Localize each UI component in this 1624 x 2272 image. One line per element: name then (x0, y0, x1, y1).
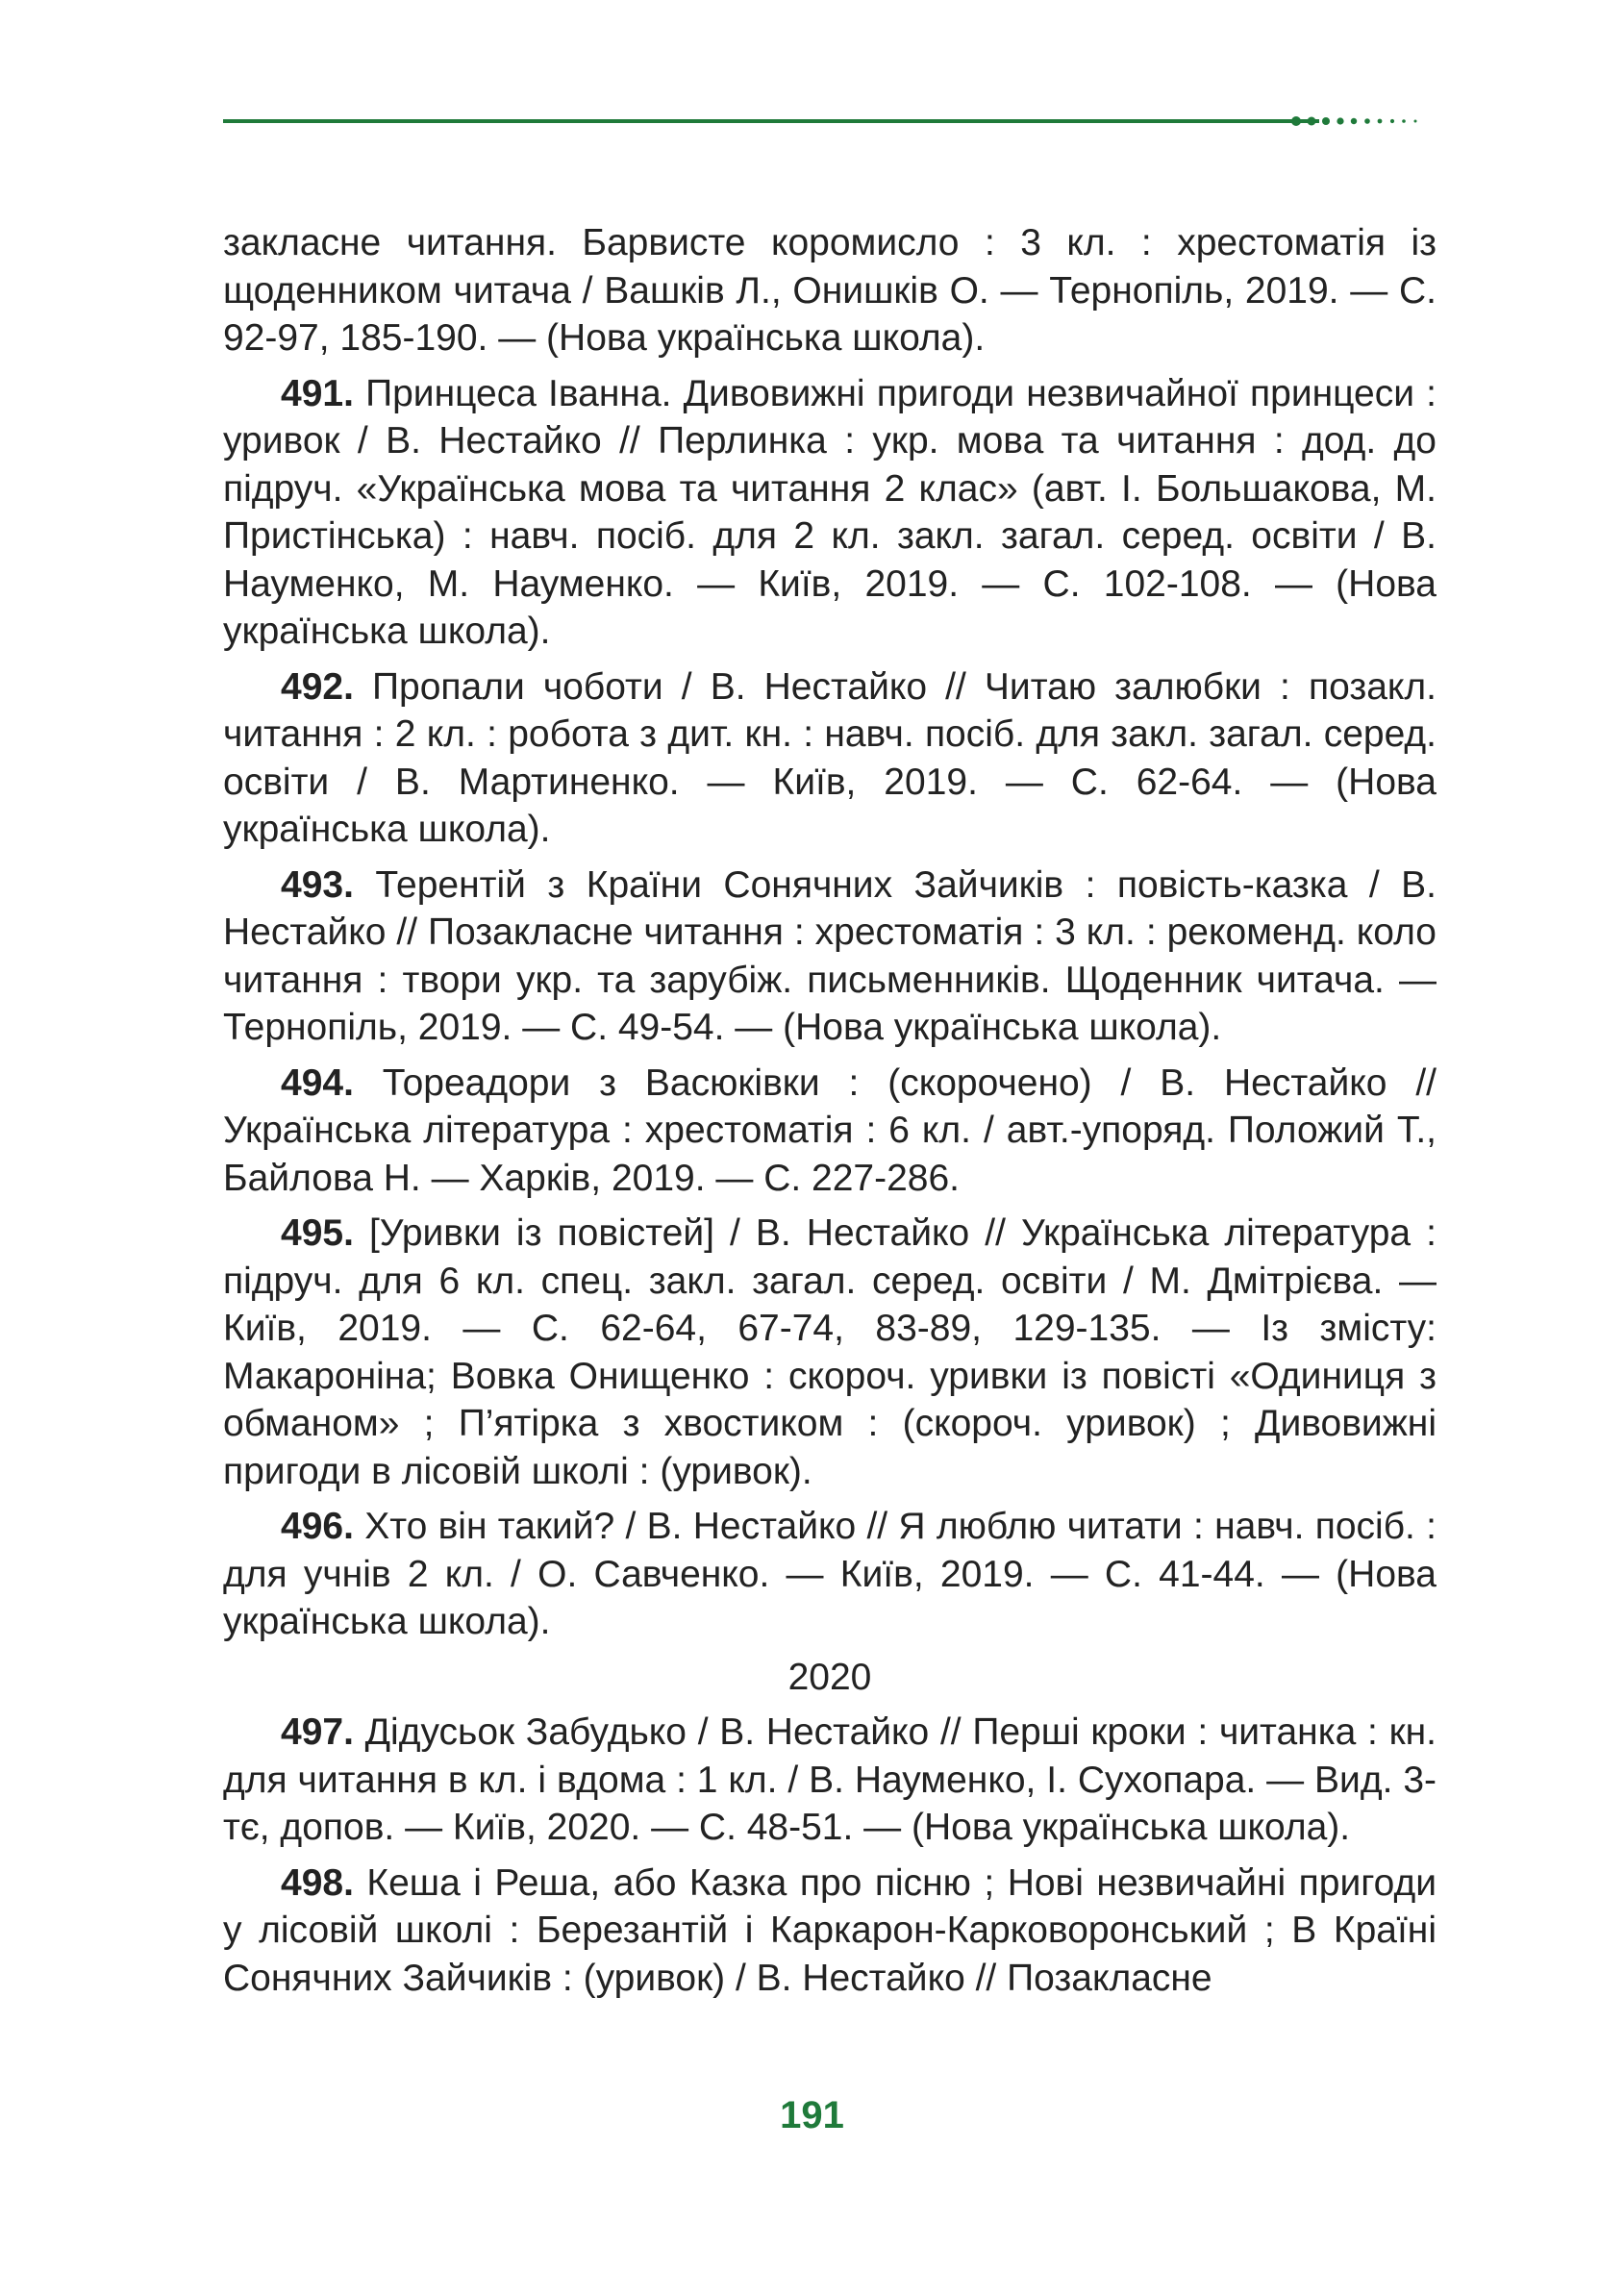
entry-text: [Уривки із повістей] / В. Нестайко // Українська література : підруч. для 6 кл. спец. закл. загал. серед. освіти / М. Дмітрієва. — Київ, 2019. — С. 62-64, 67-74, 83-89, 129-135. — Із змісту: Макароніна; Вовка Онищенко : скороч. уривки із повісті «Одиниця з обманом» ; П’ятірка з хвостиком : (скороч. уривок) ; Дивовижні пригоди в лісовій школі : (уривок). (223, 1212, 1437, 1492)
bibliography-entry (223, 1210, 1437, 1495)
bibliography-entry (223, 370, 1437, 656)
bibliography-entry (223, 1503, 1437, 1646)
entry-text: Тореадори з Васюківки : (скорочено) / В. Нестайко // Українська література : хрестоматія : 6 кл. / авт.-упоряд. Положий Т., Байлова Н. — Харків, 2019. — С. 227-286. (223, 1061, 1437, 1199)
entry-text: Кеша і Реша, або Казка про пісню ; Нові незвичайні пригоди у лісовій школі : Березантій і Каркарон-Карковоронський ; В Країні Сонячних Зайчиків : (уривок) / В. Нестайко // Позакласне (223, 1861, 1437, 1999)
entry-number: 494. (281, 1061, 354, 1104)
entry-text: Пропали чоботи / В. Нестайко // Читаю залюбки : позакл. читання : 2 кл. : робота з дит. кн. : навч. посіб. для закл. загал. серед. освіти / В. Мартиненко. — Київ, 2019. — С. 62-64. — (Нова українська школа). (223, 665, 1437, 850)
continuation-text: закласне читання. Барвисте коромисло : 3 кл. : хрестоматія із щоденником читача / Вашків Л., Онишків О. — Тернопіль, 2019. — С. 92-97, 185-190. — (Нова українська школа). (223, 222, 1437, 359)
entry-number: 493. (281, 863, 354, 906)
bibliography-entry (223, 1709, 1437, 1852)
entry-number: 495. (281, 1212, 354, 1254)
entry-number: 498. (281, 1861, 354, 1904)
year-heading: 2020 (787, 1656, 872, 1698)
bibliography-entry (223, 1060, 1437, 1203)
page-number: 191 (780, 2094, 844, 2136)
entry-text: Хто він такий? / В. Нестайко // Я люблю читати : навч. посіб. : для учнів 2 кл. / О. Савченко. — Київ, 2019. — С. 41-44. — (Нова українська школа). (223, 1506, 1437, 1642)
entry-number: 497. (281, 1711, 354, 1753)
entry-text: Терентій з Країни Сонячних Зайчиків : повість-казка / В. Нестайко // Позакласне читання : хрестоматія : 3 кл. : рекоменд. коло читання : твори укр. та зарубіж. письменників. Щоденник читача. — Тернопіль, 2019. — С. 49-54. — (Нова українська школа). (223, 863, 1437, 1048)
bibliography-entry (223, 861, 1437, 1052)
entry-number: 491. (281, 372, 354, 414)
header-dots-ornament (1290, 112, 1444, 131)
bibliography-entry (223, 663, 1437, 854)
entry-number: 492. (281, 665, 354, 708)
entry-number: 496. (281, 1506, 354, 1547)
header-rule (223, 119, 1319, 123)
entry-text: Дідусьок Забудько / В. Нестайко // Перші кроки : читанка : кн. для читання в кл. і вдома : 1 кл. / В. Науменко, І. Сухопара. — Вид. 3-тє, допов. — Київ, 2020. — С. 48-51. — (Нова українська школа). (223, 1711, 1437, 1848)
bibliography-list (223, 219, 1437, 2002)
bibliography-entry (223, 1860, 1437, 2003)
entry-text: Принцеса Іванна. Дивовижні пригоди незвичайної принцеси : уривок / В. Нестайко // Перлинка : укр. мова та читання : дод. до підруч. «Українська мова та читання 2 клас» (авт. І. Большакова, М. Пристінська) : навч. посіб. для 2 кл. закл. загал. серед. освіти / В. Науменко, М. Науменко. — Київ, 2019. — С. 102-108. — (Нова українська школа). (223, 372, 1437, 652)
